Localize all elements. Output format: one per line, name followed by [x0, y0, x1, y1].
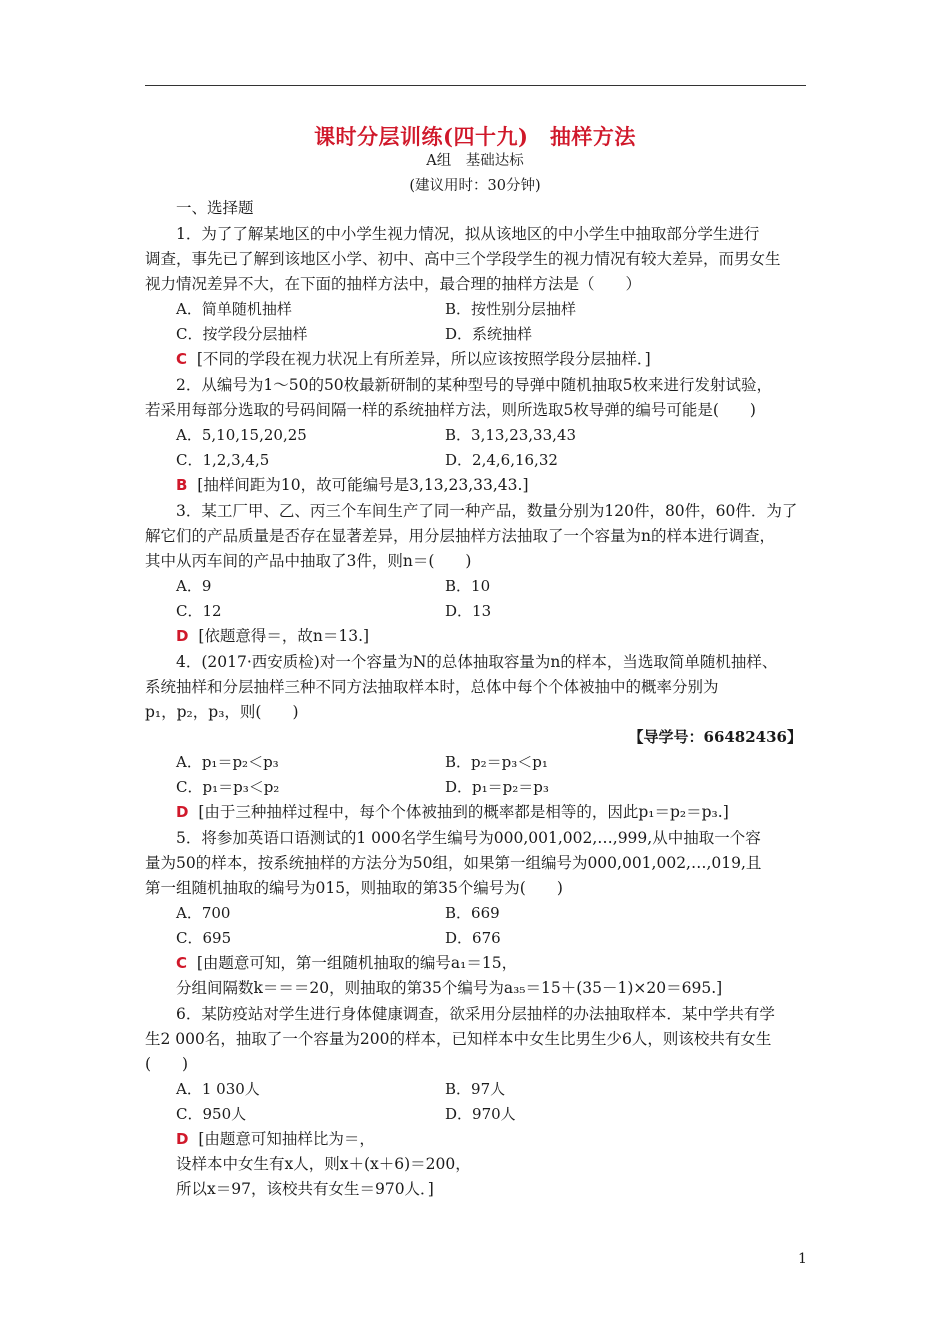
q5-explanation-line: 分组间隔数k＝＝＝20，则抽取的第35个编号为a₃₅＝15＋(35－1)×20＝695.] [176, 979, 723, 997]
q1-option-d: D．系统抽样 [445, 325, 533, 343]
q3-line: 其中从丙车间的产品中抽取了3件，则n＝( ) [145, 552, 472, 570]
q1-option-b: B．按性别分层抽样 [445, 300, 577, 318]
q1-line: 调查，事先已了解到该地区小学、初中、高中三个学段学生的视力情况有较大差异，而男女生 [145, 250, 781, 268]
q1-explanation: [不同的学段在视力状况上有所差异，所以应该按照学段分层抽样．] [196, 350, 651, 368]
q4-line: 4．(2017·西安质检)对一个容量为N的总体抽取容量为n的样本，当选取简单随机抽样、 [176, 653, 778, 671]
q3-line: 3．某工厂甲、乙、丙三个车间生产了同一种产品，数量分别为120件，80件，60件．为了 [176, 502, 798, 520]
q5-line: 第一组随机抽取的编号为015，则抽取的第35个编号为( ) [145, 879, 563, 897]
q5-answer: C [176, 954, 188, 972]
page-number: 1 [798, 1251, 807, 1267]
q6-explanation: [由题意可知抽样比为＝， [198, 1130, 375, 1148]
q3-option-c: C．12 [176, 602, 222, 620]
q1-option-a: A．简单随机抽样 [176, 300, 292, 318]
q6-line: 6．某防疫站对学生进行身体健康调查，欲采用分层抽样的办法抽取样本．某中学共有学 [176, 1005, 775, 1023]
q1-answer: C [176, 350, 188, 368]
q2-option-d: D．2,4,6,16,32 [445, 451, 558, 469]
guide-number: 【导学号：66482436】 [628, 728, 802, 746]
q5-option-c: C．695 [176, 929, 232, 947]
q2-option-b: B．3,13,23,33,43 [445, 426, 576, 444]
q2-line: 2．从编号为1～50的50枚最新研制的某种型号的导弹中随机抽取5枚来进行发射试验， [176, 376, 773, 394]
q4-option-c: C．p₁＝p₃＜p₂ [176, 778, 280, 796]
q3-option-a: A．9 [176, 577, 212, 595]
q3-option-d: D．13 [445, 602, 492, 620]
q4-option-d: D．p₁＝p₂＝p₃ [445, 778, 549, 796]
q3-explanation: [依题意得＝，故n＝13.] [198, 627, 370, 645]
q6-explanation-line: 所以x＝97，该校共有女生＝970人．] [176, 1180, 434, 1198]
q4-answer-line [176, 802, 729, 822]
q5-line: 量为50的样本，按系统抽样的方法分为50组，如果第一组编号为000,001,002,…,019,且 [145, 854, 762, 872]
header-rule [145, 85, 806, 86]
q3-line: 解它们的产品质量是否存在显著差异，用分层抽样方法抽取了一个容量为n的样本进行调查， [145, 527, 775, 545]
page-title: 课时分层训练(四十九) 抽样方法 [314, 124, 636, 149]
section-heading: 一、选择题 [176, 199, 254, 217]
q5-option-a: A．700 [176, 904, 231, 922]
q6-explanation-line: 设样本中女生有x人，则x＋(x＋6)＝200， [176, 1155, 471, 1173]
q2-option-a: A．5,10,15,20,25 [176, 426, 307, 444]
q6-option-b: B．97人 [445, 1080, 506, 1098]
q4-option-b: B．p₂＝p₃＜p₁ [445, 753, 548, 771]
time-label: (建议用时：30分钟) [409, 178, 541, 194]
q3-answer: D [176, 627, 189, 645]
q1-option-c: C．按学段分层抽样 [176, 325, 308, 343]
q4-explanation: [由于三种抽样过程中，每个个体被抽到的概率都是相等的，因此p₁＝p₂＝p₃.] [198, 803, 729, 821]
q1-line: 视力情况差异不大，在下面的抽样方法中，最合理的抽样方法是（ ） [145, 275, 642, 293]
q3-answer-line [176, 626, 369, 646]
q5-option-b: B．669 [445, 904, 500, 922]
q1-line: 1．为了了解某地区的中小学生视力情况，拟从该地区的中小学生中抽取部分学生进行 [176, 225, 760, 243]
q6-option-a: A．1 030人 [176, 1080, 260, 1098]
q3-option-b: B．10 [445, 577, 491, 595]
q2-option-c: C．1,2,3,4,5 [176, 451, 270, 469]
q6-answer-line [176, 1129, 375, 1149]
q4-line: 系统抽样和分层抽样三种不同方法抽取样本时，总体中每个个体被抽中的概率分别为 [145, 678, 719, 696]
q4-answer: D [176, 803, 189, 821]
q5-line: 5．将参加英语口语测试的1 000名学生编号为000,001,002,…,999,从中抽取一个容 [176, 829, 761, 847]
q4-option-a: A．p₁＝p₂＜p₃ [176, 753, 279, 771]
q6-option-d: D．970人 [445, 1105, 516, 1123]
q2-answer: B [176, 476, 188, 494]
q5-option-d: D．676 [445, 929, 501, 947]
group-label: A组 基础达标 [426, 153, 524, 169]
q2-line: 若采用每部分选取的号码间隔一样的系统抽样方法，则所选取5枚导弹的编号可能是( ) [145, 401, 756, 419]
q5-answer-line [176, 953, 517, 973]
q2-explanation: [抽样间距为10，故可能编号是3,13,23,33,43.] [197, 476, 529, 494]
q5-explanation: [由题意可知，第一组随机抽取的编号a₁＝15， [196, 954, 518, 972]
q6-answer: D [176, 1130, 189, 1148]
q6-option-c: C．950人 [176, 1105, 247, 1123]
q1-answer-line [176, 349, 651, 369]
q4-line: p₁，p₂，p₃，则( ) [145, 703, 299, 721]
q2-answer-line [176, 475, 529, 495]
q6-line: 生2 000名，抽取了一个容量为200的样本，已知样本中女生比男生少6人，则该校共有女生 [145, 1030, 772, 1048]
q6-line: ( ) [145, 1055, 189, 1073]
